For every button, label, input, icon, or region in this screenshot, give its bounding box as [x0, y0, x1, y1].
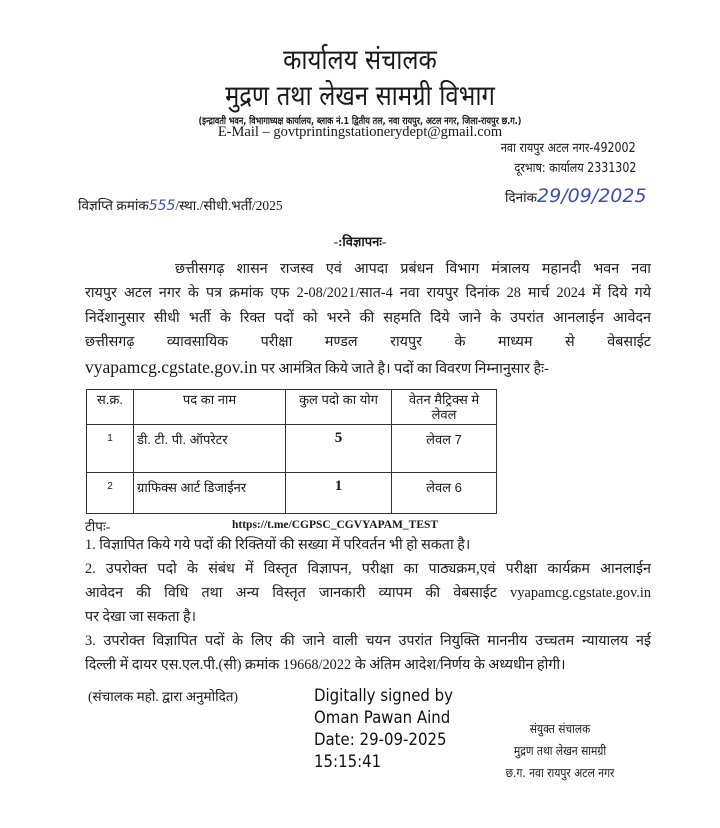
advertisement-body	[85, 257, 651, 379]
body-line: निर्देशानुसार सीधी भर्ती के रिक्त पदों को भरने की सहमति दिये जाने के उपरांत आनलाईन आवेदन	[85, 309, 651, 326]
signature-line: Date: 29-09-2025	[314, 730, 447, 750]
body-line: vyapamcg.cgstate.gov.in पर आमंत्रित किये जाते है। पदों का विवरण निम्नानुसार हैः-	[85, 356, 549, 377]
office-title: कार्यालय संचालक	[283, 43, 437, 76]
digital-signature	[314, 685, 453, 773]
cell-serial: 2	[87, 473, 134, 514]
cell-total-posts: 5	[286, 425, 392, 473]
cell-serial: 1	[87, 425, 134, 473]
signatory-block	[460, 718, 660, 784]
signature-line: Digitally signed by	[314, 686, 454, 706]
advertisement-heading: -:विज्ञापनः-	[333, 234, 387, 249]
body-line: छत्तीसगढ़ व्यावसायिक परीक्षा मण्डल रायपुर के माध्यम से वेबसाईट	[85, 334, 651, 351]
signature-line: 15:15:41	[314, 752, 382, 772]
note-line: 3. उपरोक्त विज्ञापित पदों के लिए की जाने वाली चयन उपरांत नियुक्ति माननीय उच्चतम न्यायालय नई	[85, 633, 651, 649]
reference-prefix: विज्ञप्ति क्रमांक	[78, 198, 149, 213]
signature-line: Oman Pawan Aind	[314, 708, 451, 728]
date-label: दिनांक	[505, 190, 538, 205]
cell-pay-level: लेवल 7	[392, 425, 497, 473]
notes-list	[85, 533, 651, 677]
office-phone: दूरभाष: कार्यालय 2331302	[514, 161, 636, 176]
signatory-line: छ.ग. नवा रायपुर अटल नगर	[505, 765, 615, 780]
telegram-link[interactable]: https://t.me/CGPSC_CGVYAPAM_TEST	[232, 519, 439, 531]
cell-pay-level: लेवल 6	[392, 473, 497, 514]
notes-label: टीपः-	[85, 519, 111, 534]
table-row	[87, 473, 497, 514]
header-pay-level: वेतन मैट्रिक्स मे लेवल	[392, 390, 497, 425]
reference-number-handwritten: 555	[148, 198, 176, 214]
header-post-name: पद का नाम	[134, 390, 286, 425]
note-line: 2. उपरोक्त पदो के संबंध में विस्तृत विज्ञापन, परीक्षा का पाठ्यक्रम,एवं परीक्षा कार्यक्रम आनलाईन	[85, 561, 651, 577]
office-email: E-Mail – govtprintingstationerydept@gmail.com	[217, 124, 503, 140]
header-serial: स.क्र.	[87, 390, 134, 425]
table-row	[87, 425, 497, 473]
notice-date	[505, 185, 647, 207]
note-line: पर देखा जा सकता है।	[85, 609, 197, 625]
department-name: मुद्रण तथा लेखन सामग्री विभाग	[225, 79, 495, 112]
date-handwritten: 29/09/2025	[537, 185, 647, 207]
cell-post-name: डी. टी. पी. ऑपरेटर	[134, 425, 286, 473]
vyapam-website-link[interactable]: vyapamcg.cgstate.gov.in	[85, 356, 258, 377]
body-line: छत्तीसगढ़ शासन राजस्व एवं आपदा प्रबंधन विभाग मंत्रालय महानदी भवन नवा	[175, 261, 651, 277]
table-header-row	[87, 390, 497, 425]
cell-total-posts: 1	[286, 473, 392, 514]
cell-post-name: ग्राफिक्स आर्ट डिजाईनर	[134, 473, 286, 514]
note-line: दिल्ली में दायर एस.एल.पी.(सी) क्रमांक 19668/2022 के अंतिम आदेश/निर्णय के अध्यधीन होगी।	[85, 657, 566, 673]
header-total-posts: कुल पदो का योग	[286, 390, 392, 425]
approval-note: (संचालक महो. द्वारा अनुमोदित)	[88, 689, 238, 704]
notice-reference	[78, 196, 283, 214]
body-line: रायपुर अटल नगर के पत्र क्रमांक एफ 2-08/2021/सात-4 नवा रायपुर दिनांक 28 मार्च 2024 में दिये गये	[85, 285, 651, 302]
signatory-line: मुद्रण तथा लेखन सामग्री	[513, 743, 607, 758]
posts-table	[86, 389, 497, 514]
city-pin: नवा रायपुर अटल नगर-492002	[501, 141, 636, 156]
reference-suffix: /स्था./सीधी.भर्ती/2025	[175, 198, 283, 213]
signatory-line: संयुक्त संचालक	[529, 721, 591, 736]
office-address: (इन्द्रावती भवन, विभागाध्यक्ष कार्यालय, ब्लाक नं.1 द्वितीय तल, नवा रायपुर, अटल नगर, जिला-रायपुर छ.ग.)	[198, 116, 522, 127]
note-line: आवेदन की विधि तथा अन्य विस्तृत जानकारी व्यापम की वेबसाईट vyapamcg.cgstate.gov.in	[85, 585, 651, 601]
note-line: 1. विज्ञापित किये गये पदों की रिक्तियों की सख्या में परिवर्तन भी हो सकता है।	[85, 537, 471, 553]
